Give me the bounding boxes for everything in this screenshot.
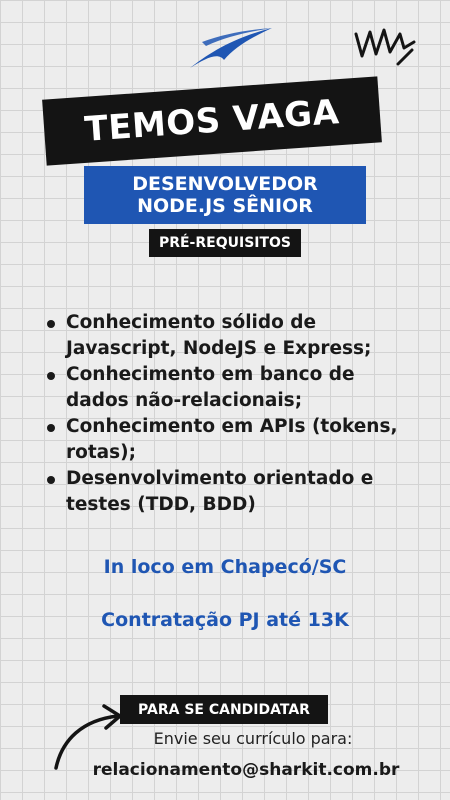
title-banner (42, 76, 382, 165)
requirement-line: dados não-relacionais; (66, 390, 303, 411)
requirement-line: Desenvolvimento orientado e (66, 468, 374, 489)
requirement-line: Conhecimento sólido de (66, 312, 317, 333)
contact-email[interactable]: relacionamento@sharkit.com.br (92, 760, 400, 780)
requirement-line: testes (TDD, BDD) (66, 494, 256, 515)
role-banner (84, 166, 366, 224)
apply-label: PARA SE CANDIDATAR (120, 695, 328, 724)
contract-text: Contratação PJ até 13K (101, 609, 349, 631)
requirement-line: Conhecimento em banco de (66, 364, 355, 385)
requirements-label: PRÉ-REQUISITOS (149, 229, 301, 257)
list-item (44, 414, 424, 466)
bullet-icon (47, 372, 55, 380)
role-line-1: DESENVOLVEDOR (132, 173, 318, 195)
role-line-2: NODE.JS SÊNIOR (137, 195, 313, 217)
crown-scribble-icon (354, 24, 416, 68)
apply-instruction: Envie seu currículo para: (153, 729, 353, 748)
page-title: TEMOS VAGA (83, 92, 341, 150)
list-item (44, 362, 424, 414)
location-text: In loco em Chapecó/SC (103, 556, 347, 578)
requirement-line: Javascript, NodeJS e Express; (66, 338, 372, 359)
shark-fin-logo-icon (188, 24, 274, 70)
list-item (44, 466, 424, 518)
bullet-icon (47, 424, 55, 432)
list-item (44, 310, 424, 362)
bullet-icon (47, 320, 55, 328)
requirements-list (44, 310, 424, 518)
bullet-icon (47, 476, 55, 484)
requirement-line: Conhecimento em APIs (tokens, (66, 416, 398, 437)
requirement-line: rotas); (66, 442, 137, 463)
